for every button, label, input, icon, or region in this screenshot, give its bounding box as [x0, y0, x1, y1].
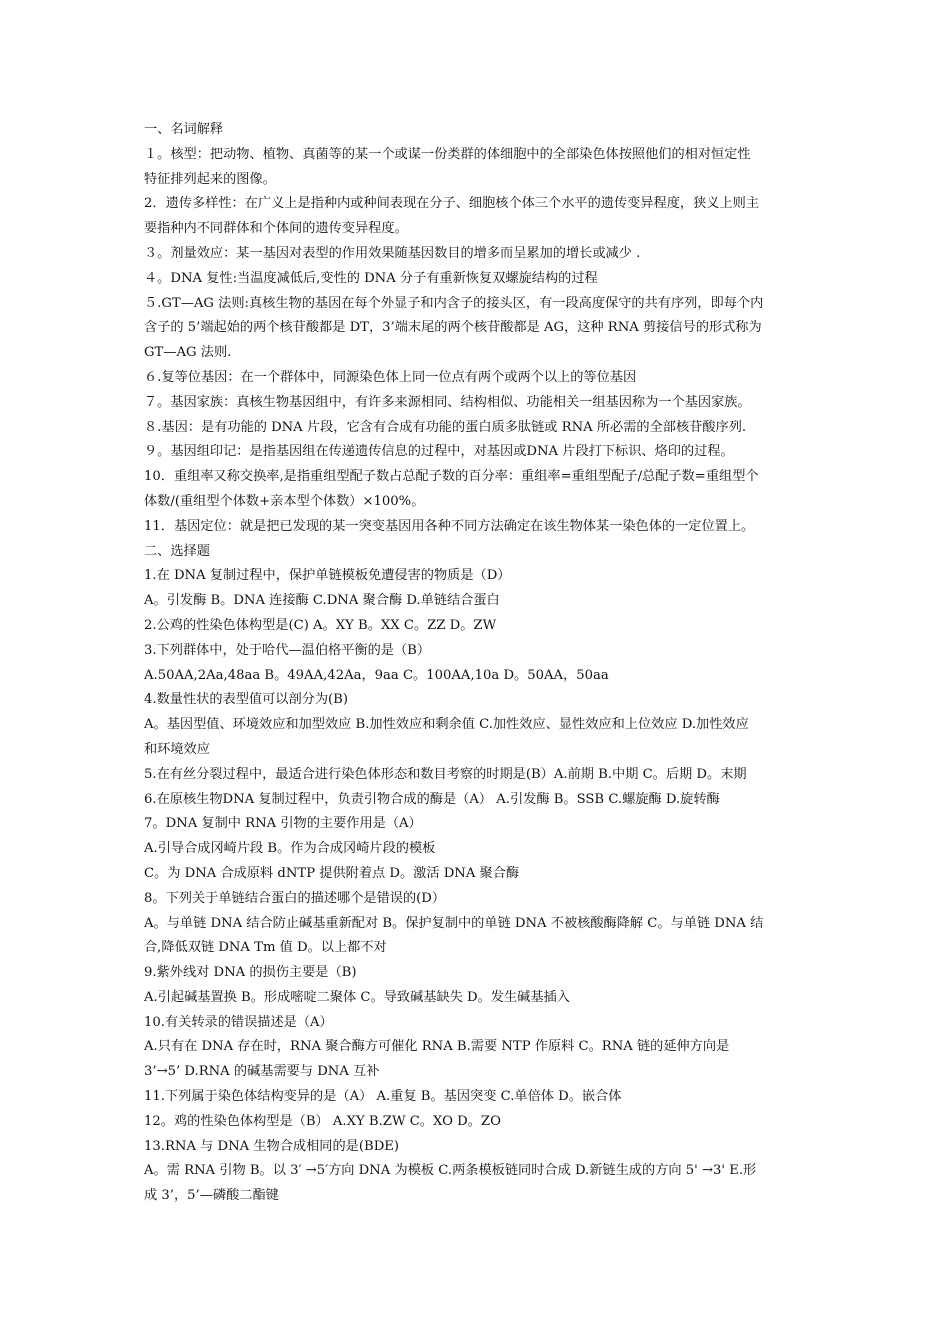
text-line: 1.在 DNA 复制过程中，保护单链模板免遭侵害的物质是（D） — [144, 568, 511, 584]
text-line: A.只有在 DNA 存在时，RNA 聚合酶方可催化 RNA B.需要 NTP 作原料 C。RNA 链的延伸方向是 — [144, 1039, 730, 1055]
text-line: ６.复等位基因：在一个群体中，同源染色体上同一位点有两个或两个以上的等位基因 — [144, 369, 637, 385]
text-line: ７。基因家族：真核生物基因组中，有许多来源相同、结构相似、功能相关一组基因称为一个基因家族。 — [144, 394, 751, 410]
text-line: 7。DNA 复制中 RNA 引物的主要作用是（A） — [144, 816, 422, 832]
text-line: 和环境效应 — [144, 741, 210, 757]
text-line: ３。剂量效应：某一基因对表型的作用效果随基因数目的增多而呈累加的增长或减少 . — [144, 245, 641, 261]
text-line: 体数/(重组型个体数+亲本型个体数）×100%。 — [144, 493, 425, 509]
text-line: 4.数量性状的表型值可以剖分为(B) — [144, 692, 348, 708]
text-line: 12。鸡的性染色体构型是（B） A.XY B.ZW C。XO D。ZO — [144, 1113, 501, 1129]
text-line: 11．基因定位：就是把已发现的某一突变基因用各种不同方法确定在该生物体某一染色体的一定位置上。 — [144, 518, 755, 534]
text-line: A。与单链 DNA 结合防止碱基重新配对 B。保护复制中的单链 DNA 不被核酸酶降解 C。与单链 DNA 结 — [144, 915, 764, 931]
text-line: 6.在原核生物DNA 复制过程中，负责引物合成的酶是（A） A.引发酶 B。SSB C.螺旋酶 D.旋转酶 — [144, 791, 720, 807]
text-line: 10.有关转录的错误描述是（A） — [144, 1014, 333, 1030]
text-line: 2.公鸡的性染色体构型是(C) A。XY B。XX C。ZZ D。ZW — [144, 617, 497, 633]
document-body — [144, 118, 806, 1209]
text-line: C。为 DNA 合成原料 dNTP 提供附着点 D。激活 DNA 聚合酶 — [144, 865, 520, 881]
text-line: 9.紫外线对 DNA 的损伤主要是（B) — [144, 965, 357, 981]
text-line: 5.在有丝分裂过程中，最适合进行染色体形态和数目考察的时期是(B）A.前期 B.中期 C。后期 D。末期 — [144, 766, 747, 782]
text-line: 特征排列起来的图像。 — [144, 171, 276, 187]
text-line: 3’→5’ D.RNA 的碱基需要与 DNA 互补 — [144, 1064, 380, 1080]
text-line: A.引起碱基置换 B。形成嘧啶二聚体 C。导致碱基缺失 D。发生碱基插入 — [144, 989, 570, 1005]
text-line: 要指种内不同群体和个体间的遗传变异程度。 — [144, 221, 408, 237]
text-line: 合,降低双链 DNA Tm 值 D。以上都不对 — [144, 940, 387, 956]
text-line: GT—AG 法则. — [144, 345, 232, 361]
text-line: 8。下列关于单链结合蛋白的描述哪个是错误的(D） — [144, 890, 446, 906]
text-line: 11.下列属于染色体结构变异的是（A） A.重复 B。基因突变 C.单倍体 D。嵌合体 — [144, 1089, 622, 1105]
text-line: ５.GT—AG 法则:真核生物的基因在每个外显子和内含子的接头区，有一段高度保守的共有序列，即每个内 — [144, 295, 764, 311]
text-line: A。基因型值、环境效应和加型效应 B.加性效应和剩余值 C.加性效应、显性效应和上位效应 D.加性效应 — [144, 717, 749, 733]
text-line: A。引发酶 B。DNA 连接酶 C.DNA 聚合酶 D.单链结合蛋白 — [144, 593, 500, 609]
text-line: 一、名词解释 — [144, 122, 224, 137]
text-line: 3.下列群体中，处于哈代—温伯格平衡的是（B） — [144, 642, 431, 658]
text-line: 10．重组率又称交换率,是指重组型配子数占总配子数的百分率：重组率=重组型配子/总配子数=重组型个 — [144, 469, 759, 485]
text-line: 成 3’，5’—磷酸二酯键 — [144, 1188, 279, 1204]
text-line: ８.基因：是有功能的 DNA 片段，它含有合成有功能的蛋白质多肽链或 RNA 所必需的全部核苷酸序列. — [144, 419, 747, 435]
text-line: A.50AA,2Aa,48aa B。49AA,42Aa，9aa C。100AA,10a D。50AA，50aa — [144, 667, 609, 683]
text-line: 含子的 5’端起始的两个核苷酸都是 DT，3’端末尾的两个核苷酸都是 AG，这种 RNA 剪接信号的形式称为 — [144, 320, 762, 336]
text-line: ４。DNA 复性:当温度减低后,变性的 DNA 分子有重新恢复双螺旋结构的过程 — [144, 270, 598, 286]
text-line: ９。基因组印记：是指基因组在传递遗传信息的过程中，对基因或DNA 片段打下标识、烙印的过程。 — [144, 444, 734, 460]
text-line: 2．遗传多样性：在广义上是指种内或种间表现在分子、细胞核个体三个水平的遗传变异程度，狭义上则主 — [144, 196, 760, 212]
text-line: 13.RNA 与 DNA 生物合成相同的是(BDE) — [144, 1138, 400, 1154]
text-line: 二、选择题 — [144, 543, 210, 559]
text-line: A。需 RNA 引物 B。以 3′ →5′方向 DNA 为模板 C.两条模板链同时合成 D.新链生成的方向 5' →3' E.形 — [144, 1163, 757, 1179]
text-line: A.引导合成冈崎片段 B。作为合成冈崎片段的模板 — [144, 841, 436, 857]
text-line: １。核型：把动物、植物、真菌等的某一个或谋一份类群的体细胞中的全部染色体按照他们的相对恒定性 — [144, 146, 751, 162]
